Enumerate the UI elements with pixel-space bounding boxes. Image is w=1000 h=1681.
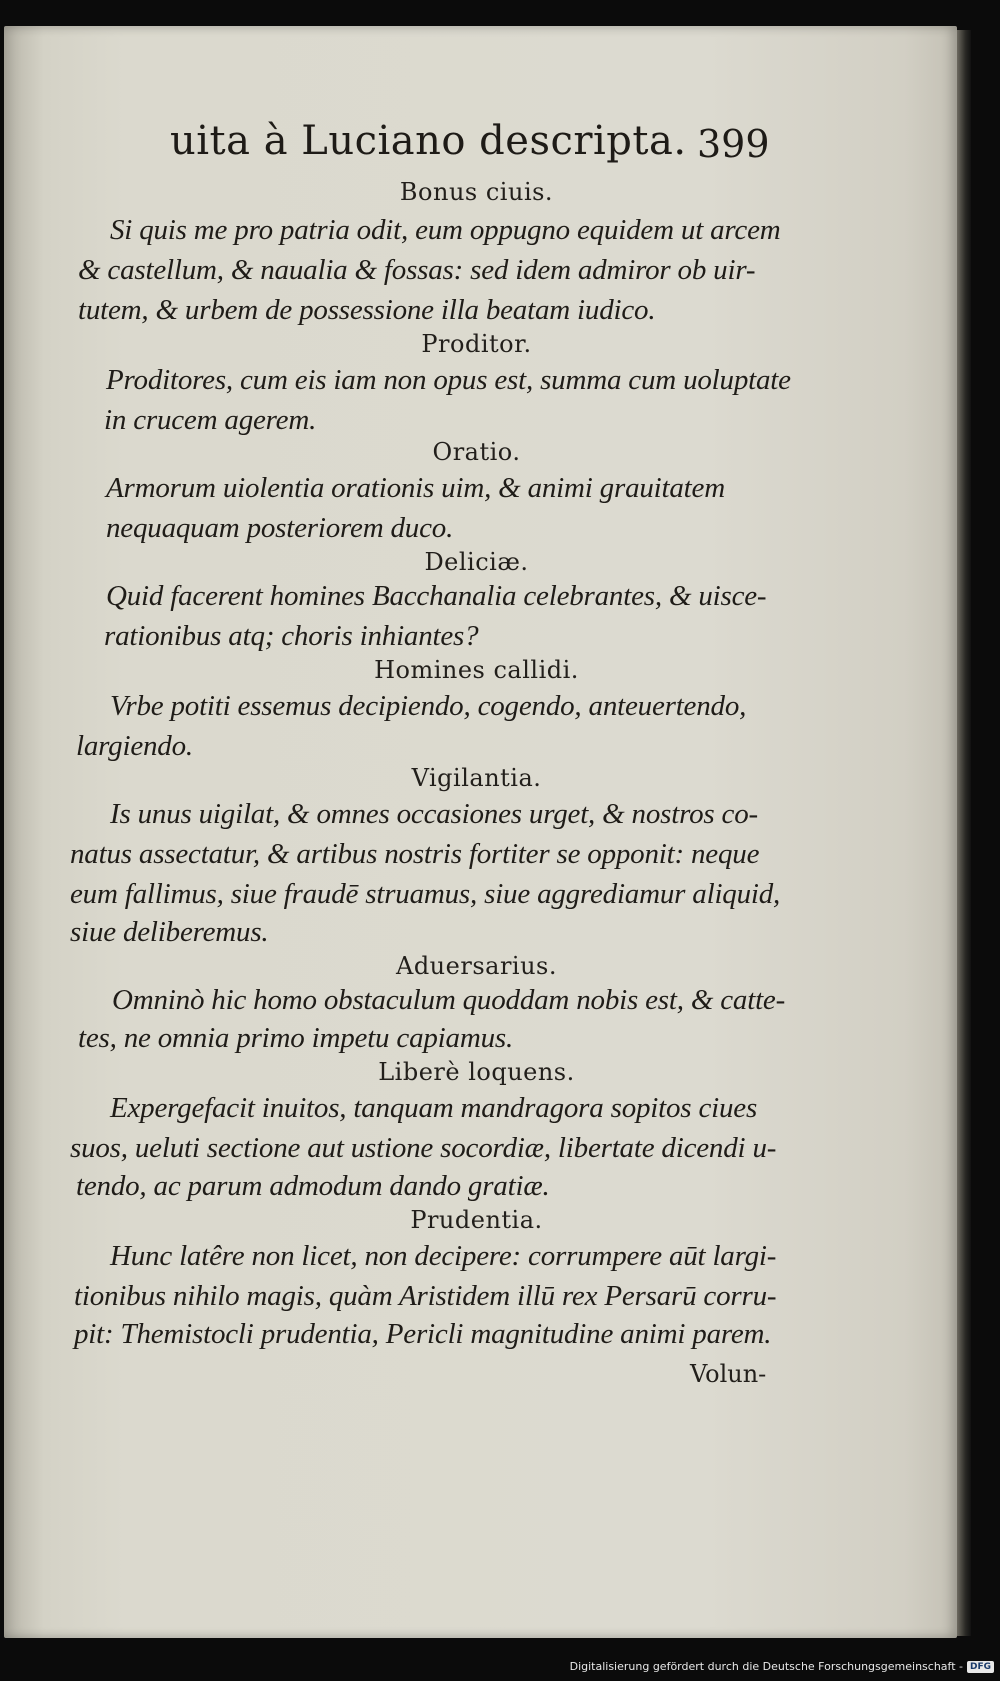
footer-text: Digitalisierung gefördert durch die Deutsche Forschungsgemeinschaft - [569,1660,963,1673]
page-edge [957,30,971,1636]
text-line: Omninò hic homo obstaculum quoddam nobis est, & catte- [112,984,786,1016]
text-line: pit: Themistocli prudentia, Pericli magnitudine animi parem. [74,1318,772,1350]
text-line: Quid facerent homines Bacchanalia celebrantes, & uisce- [106,580,767,612]
digitization-credit [570,1660,994,1673]
catchword: Volun- [690,1360,767,1388]
text-line: Hunc latêre non licet, non decipere: corrumpere aūt largi- [110,1240,777,1272]
section-heading: Aduersarius. [395,952,557,980]
text-line: largiendo. [76,730,193,762]
section-heading: Prudentia. [410,1206,543,1234]
text-line: Is unus uigilat, & omnes occasiones urget, & nostros co- [110,798,758,830]
section-heading: Oratio. [432,438,521,466]
text-line: Proditores, cum eis iam non opus est, summa cum uoluptate [106,364,791,396]
text-line: tendo, ac parum admodum dando gratiæ. [76,1170,550,1202]
text-line: in crucem agerem. [104,404,317,436]
text-line: Vrbe potiti essemus decipiendo, cogendo, anteuertendo, [110,690,747,722]
text-line: suos, ueluti sectione aut ustione socordiæ, libertate dicendi u- [70,1132,777,1164]
text-line: rationibus atq; choris inhiantes? [104,620,479,652]
text-line: tutem, & urbem de possessione illa beatam iudico. [78,294,656,326]
text-line: & castellum, & naualia & fossas: sed idem admiror ob uir- [78,254,756,286]
section-heading: Deliciæ. [424,548,529,576]
section-heading: Vigilantia. [411,764,542,792]
text-line: natus assectatur, & artibus nostris fortiter se opponit: neque [70,838,760,870]
text-line: siue deliberemus. [70,916,269,948]
section-heading: Proditor. [421,330,532,358]
section-heading: Liberè loquens. [378,1058,575,1086]
text-line: nequaquam posteriorem duco. [106,512,454,544]
running-head: uita à Luciano descripta. [170,118,687,164]
dfg-logo: DFG [967,1661,994,1673]
text-line: tionibus nihilo magis, quàm Aristidem illū rex Persarū corru- [74,1280,777,1312]
section-heading: Homines callidi. [374,656,579,684]
text-line: Expergefacit inuitos, tanquam mandragora sopitos ciues [110,1092,758,1124]
section-heading: Bonus ciuis. [399,178,554,206]
text-line: eum fallimus, siue fraudē struamus, siue aggrediamur aliquid, [70,878,781,910]
text-line: Armorum uiolentia orationis uim, & animi grauitatem [106,472,725,504]
text-line: tes, ne omnia primo impetu capiamus. [78,1022,514,1054]
page-number: 399 [697,122,770,166]
text-line: Si quis me pro patria odit, eum oppugno equidem ut arcem [110,214,781,246]
